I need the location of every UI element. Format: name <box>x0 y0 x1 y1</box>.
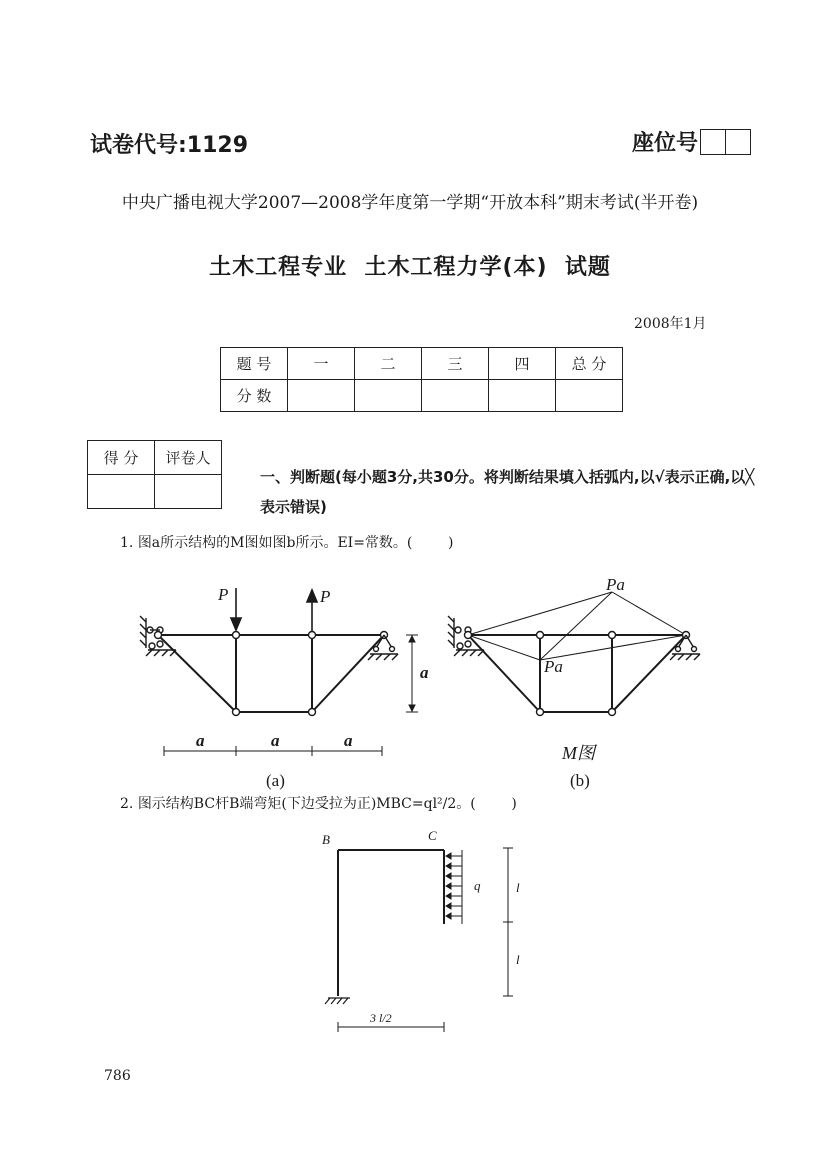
score-cell[interactable] <box>288 380 355 412</box>
dim-label-a3: a <box>344 731 353 750</box>
score-table-value-row <box>221 380 623 412</box>
seat-cell <box>701 130 726 154</box>
score-cell[interactable] <box>422 380 489 412</box>
seat-number <box>632 126 751 157</box>
moment-diagram-lines <box>468 592 686 660</box>
score-header-cell: 总 分 <box>556 348 623 380</box>
score-table <box>220 347 623 412</box>
score-header-cell: 题 号 <box>221 348 288 380</box>
exam-code: 试卷代号:1129 <box>90 133 249 158</box>
load-up-arrow <box>307 590 317 632</box>
dimension-vertical <box>503 848 513 996</box>
joint-label-c: C <box>428 828 437 843</box>
exam-title: 土木工程专业 土木工程力学(本) 试题 <box>209 255 611 280</box>
page-number: 786 <box>104 1068 131 1084</box>
dim-label-a2: a <box>271 731 280 750</box>
load-label-p-right: P <box>320 587 331 606</box>
score-header-cell: 二 <box>355 348 422 380</box>
figure-1-truss <box>130 570 710 795</box>
question-1 <box>120 532 453 552</box>
grader-score-cell[interactable] <box>88 475 155 509</box>
dim-label-vertical: a <box>420 663 429 682</box>
m-diagram-label: M图 <box>562 743 595 763</box>
moment-label-bottom: Pa <box>544 657 563 676</box>
dim-label-3l2: 3 l/2 <box>370 1011 392 1025</box>
dim-label-l-upper: l <box>516 880 520 895</box>
seat-cell <box>726 130 750 154</box>
exam-date: 2008年1月 <box>634 316 707 332</box>
section-title: 一、判断题(每小题3分,共30分。将判断结果填入括弧内,以√表示正确,以╳表示错误) <box>260 468 755 516</box>
score-cell[interactable] <box>355 380 422 412</box>
load-down-arrow <box>231 588 241 630</box>
question-text: 图示结构BC杆B端弯矩(下边受拉为正)MBC=ql²/2。( ) <box>137 796 517 812</box>
grader-name-label: 评卷人 <box>155 441 222 475</box>
score-header-cell: 一 <box>288 348 355 380</box>
question-number: 1. <box>120 535 134 551</box>
load-label-p-left: P <box>218 585 229 604</box>
score-header-cell: 四 <box>489 348 556 380</box>
score-header-cell: 三 <box>422 348 489 380</box>
caption-b: (b) <box>570 771 590 790</box>
grader-name-cell[interactable] <box>155 475 222 509</box>
grader-table <box>87 440 222 509</box>
seat-number-boxes <box>700 129 751 155</box>
figure-1a <box>158 635 384 712</box>
question-text: 图a所示结构的M图如图b所示。EI=常数。( ) <box>137 535 454 551</box>
frame-members <box>338 850 444 996</box>
score-cell[interactable] <box>489 380 556 412</box>
moment-label-top: Pa <box>606 575 625 594</box>
dimension-vertical-a <box>406 635 418 712</box>
grader-score-label: 得 分 <box>88 441 155 475</box>
exam-header: 中央广播电视大学2007—2008学年度第一学期“开放本科”期末考试(半开卷) <box>121 193 699 213</box>
joint-label-b: B <box>322 832 330 847</box>
score-row-label: 分 数 <box>221 380 288 412</box>
question-number: 2. <box>120 796 134 812</box>
caption-a: (a) <box>266 771 285 790</box>
seat-number-label: 座位号 <box>632 131 699 156</box>
question-2 <box>120 793 517 813</box>
distributed-load <box>446 850 462 924</box>
dim-label-a1: a <box>196 731 205 750</box>
fixed-support <box>325 998 350 1004</box>
score-cell[interactable] <box>556 380 623 412</box>
load-label-q: q <box>474 878 481 893</box>
score-table-header-row <box>221 348 623 380</box>
dim-label-l-lower: l <box>516 952 520 967</box>
figure-2-frame <box>300 828 550 1038</box>
